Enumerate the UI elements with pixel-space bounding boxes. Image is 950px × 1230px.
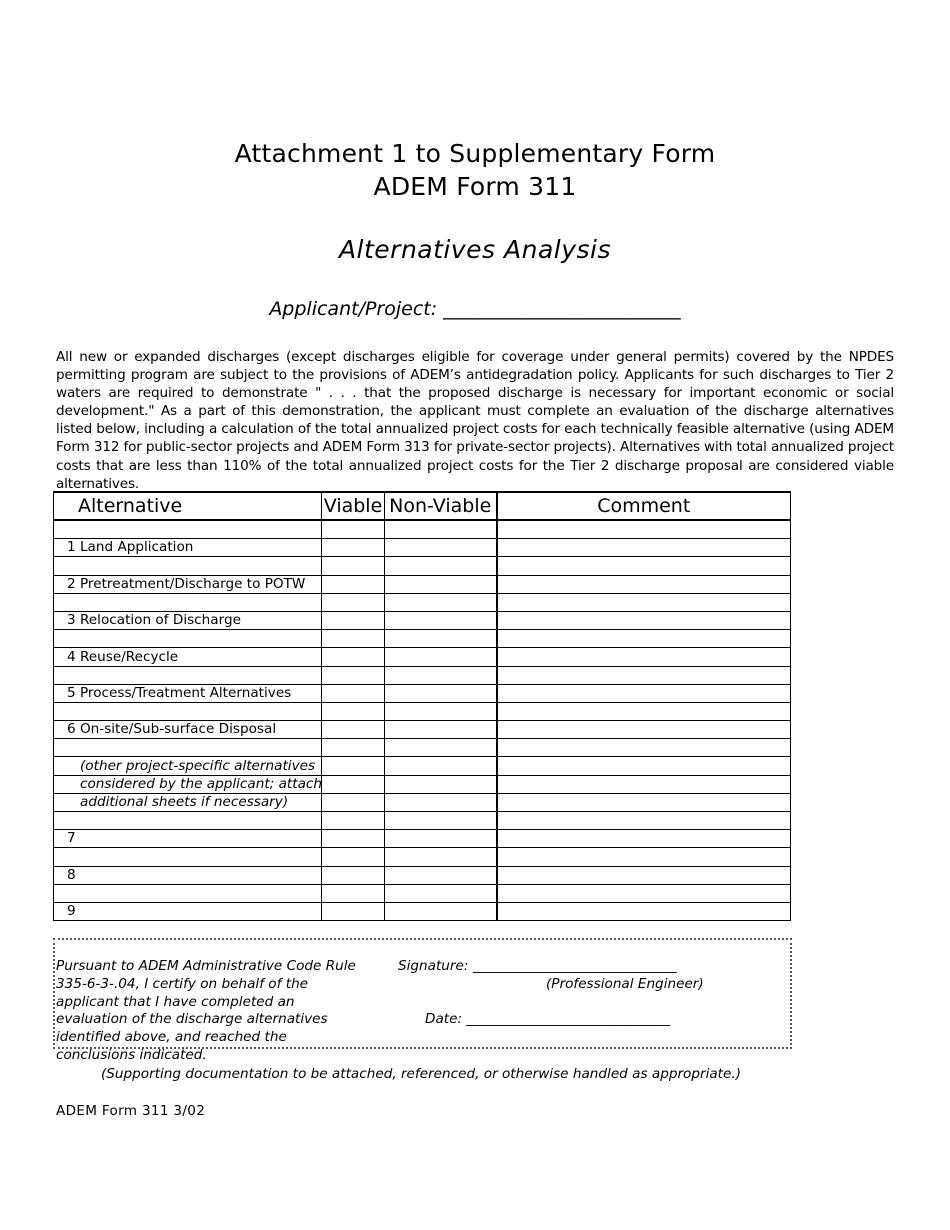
comment-cell[interactable] xyxy=(497,557,791,575)
table-row xyxy=(54,721,791,739)
comment-cell[interactable] xyxy=(497,648,791,666)
comment-cell[interactable] xyxy=(497,721,791,739)
comment-cell[interactable] xyxy=(497,630,791,648)
table-row xyxy=(54,848,791,866)
comment-cell[interactable] xyxy=(497,684,791,702)
title-line-2: ADEM Form 311 xyxy=(373,172,577,201)
alternative-label: 4 Reuse/Recycle xyxy=(54,648,322,666)
viable-cell[interactable] xyxy=(322,630,385,648)
table-row xyxy=(54,902,791,920)
table-row xyxy=(54,702,791,720)
table-row xyxy=(54,812,791,830)
viable-cell[interactable] xyxy=(322,775,385,793)
non-viable-cell[interactable] xyxy=(385,666,497,684)
table-row xyxy=(54,575,791,593)
non-viable-cell[interactable] xyxy=(385,739,497,757)
viable-cell[interactable] xyxy=(322,830,385,848)
other-alternatives-note-line: (other project-specific alternatives xyxy=(54,757,322,775)
table-row xyxy=(54,539,791,557)
viable-cell[interactable] xyxy=(322,648,385,666)
comment-cell[interactable] xyxy=(497,793,791,811)
alternative-label: 3 Relocation of Discharge xyxy=(54,611,322,629)
table-row xyxy=(54,611,791,629)
table-row xyxy=(54,593,791,611)
alternative-number: 9 xyxy=(54,902,322,920)
non-viable-cell[interactable] xyxy=(385,520,497,539)
intro-paragraph: All new or expanded discharges (except discharges eligible for coverage under general permits) covered by the NPDES permitting program are subject to the provisions of ADEM’s antidegradation policy. Applicants for such discharges to Tier 2 waters are required to demonstrate " . . . that the proposed discharge is necessary for important economic or social development." As a part of this demonstration, the applicant must complete an evaluation of the discharge alternatives listed below, including a calculation of the total annualized project costs for each technically feasible alternative (using ADEM Form 312 for public-sector projects and ADEM Form 313 for private-sector projects). Alternatives with total annualized project costs that are less than 110% of the total annualized project costs for the Tier 2 discharge proposal are considered viable alternatives. xyxy=(56,349,894,492)
non-viable-cell[interactable] xyxy=(385,812,497,830)
applicant-project-field[interactable]: Applicant/Project: _________________________ xyxy=(269,298,681,320)
viable-cell[interactable] xyxy=(322,575,385,593)
non-viable-cell[interactable] xyxy=(385,793,497,811)
header-comment: Comment xyxy=(497,492,791,520)
date-field[interactable]: Date: ______________________________ xyxy=(425,1011,671,1027)
table-row xyxy=(54,775,791,793)
alternative-label: 6 On-site/Sub-surface Disposal xyxy=(54,721,322,739)
other-alternatives-note-line: additional sheets if necessary) xyxy=(54,793,322,811)
page-subtitle: Alternatives Analysis xyxy=(338,235,612,264)
comment-cell[interactable] xyxy=(497,611,791,629)
table-row xyxy=(54,884,791,902)
alternative-number: 7 xyxy=(54,830,322,848)
comment-cell[interactable] xyxy=(497,575,791,593)
non-viable-cell[interactable] xyxy=(385,702,497,720)
comment-cell[interactable] xyxy=(497,848,791,866)
table-row xyxy=(54,630,791,648)
table-row xyxy=(54,666,791,684)
viable-cell[interactable] xyxy=(322,593,385,611)
table-row xyxy=(54,757,791,775)
viable-cell[interactable] xyxy=(322,666,385,684)
non-viable-cell[interactable] xyxy=(385,848,497,866)
comment-cell[interactable] xyxy=(497,775,791,793)
table-row xyxy=(54,830,791,848)
comment-cell[interactable] xyxy=(497,812,791,830)
table-row xyxy=(54,684,791,702)
comment-cell[interactable] xyxy=(497,702,791,720)
comment-cell[interactable] xyxy=(497,866,791,884)
table-row xyxy=(54,520,791,539)
non-viable-cell[interactable] xyxy=(385,884,497,902)
viable-cell[interactable] xyxy=(322,684,385,702)
table-row xyxy=(54,557,791,575)
viable-cell[interactable] xyxy=(322,793,385,811)
signature-role: (Professional Engineer) xyxy=(546,976,704,992)
table-row xyxy=(54,648,791,666)
non-viable-cell[interactable] xyxy=(385,611,497,629)
table-row xyxy=(54,866,791,884)
non-viable-cell[interactable] xyxy=(385,757,497,775)
non-viable-cell[interactable] xyxy=(385,575,497,593)
supporting-documentation-note: (Supporting documentation to be attached, referenced, or otherwise handled as appropriate.) xyxy=(100,1066,741,1082)
table-row xyxy=(54,793,791,811)
header-non-viable: Non-Viable xyxy=(385,492,497,520)
non-viable-cell[interactable] xyxy=(385,593,497,611)
non-viable-cell[interactable] xyxy=(385,830,497,848)
viable-cell[interactable] xyxy=(322,520,385,539)
alternative-label: 2 Pretreatment/Discharge to POTW xyxy=(54,575,322,593)
alternative-number: 8 xyxy=(54,866,322,884)
non-viable-cell[interactable] xyxy=(385,557,497,575)
non-viable-cell[interactable] xyxy=(385,902,497,920)
table-header-row xyxy=(54,492,791,520)
other-alternatives-note-line: considered by the applicant; attach xyxy=(54,775,322,793)
comment-cell[interactable] xyxy=(497,902,791,920)
header-alternative: Alternative xyxy=(54,492,322,520)
non-viable-cell[interactable] xyxy=(385,775,497,793)
comment-cell[interactable] xyxy=(497,757,791,775)
signature-field[interactable]: Signature: ______________________________ xyxy=(398,958,677,974)
viable-cell[interactable] xyxy=(322,557,385,575)
comment-cell[interactable] xyxy=(497,539,791,557)
comment-cell[interactable] xyxy=(497,593,791,611)
viable-cell[interactable] xyxy=(322,884,385,902)
viable-cell[interactable] xyxy=(322,848,385,866)
form-identifier: ADEM Form 311 3/02 xyxy=(56,1103,206,1119)
viable-cell[interactable] xyxy=(322,739,385,757)
non-viable-cell[interactable] xyxy=(385,539,497,557)
viable-cell[interactable] xyxy=(322,702,385,720)
title-line-1: Attachment 1 to Supplementary Form xyxy=(234,139,716,168)
viable-cell[interactable] xyxy=(322,539,385,557)
non-viable-cell[interactable] xyxy=(385,630,497,648)
header-viable: Viable xyxy=(322,492,385,520)
viable-cell[interactable] xyxy=(322,611,385,629)
comment-cell[interactable] xyxy=(497,666,791,684)
viable-cell[interactable] xyxy=(322,721,385,739)
non-viable-cell[interactable] xyxy=(385,684,497,702)
viable-cell[interactable] xyxy=(322,757,385,775)
alternatives-table xyxy=(53,491,791,921)
non-viable-cell[interactable] xyxy=(385,866,497,884)
alternative-label: 1 Land Application xyxy=(54,539,322,557)
viable-cell[interactable] xyxy=(322,902,385,920)
table-row xyxy=(54,739,791,757)
certification-statement: Pursuant to ADEM Administrative Code Rule 335-6-3-.04, I certify on behalf of the applicant that I have completed an evaluation of the discharge alternatives identified above, and reached the conclusions indicated. xyxy=(56,958,356,1063)
comment-cell[interactable] xyxy=(497,884,791,902)
alternative-label: 5 Process/Treatment Alternatives xyxy=(54,684,322,702)
comment-cell[interactable] xyxy=(497,830,791,848)
viable-cell[interactable] xyxy=(322,812,385,830)
comment-cell[interactable] xyxy=(497,520,791,539)
viable-cell[interactable] xyxy=(322,866,385,884)
comment-cell[interactable] xyxy=(497,739,791,757)
non-viable-cell[interactable] xyxy=(385,721,497,739)
non-viable-cell[interactable] xyxy=(385,648,497,666)
